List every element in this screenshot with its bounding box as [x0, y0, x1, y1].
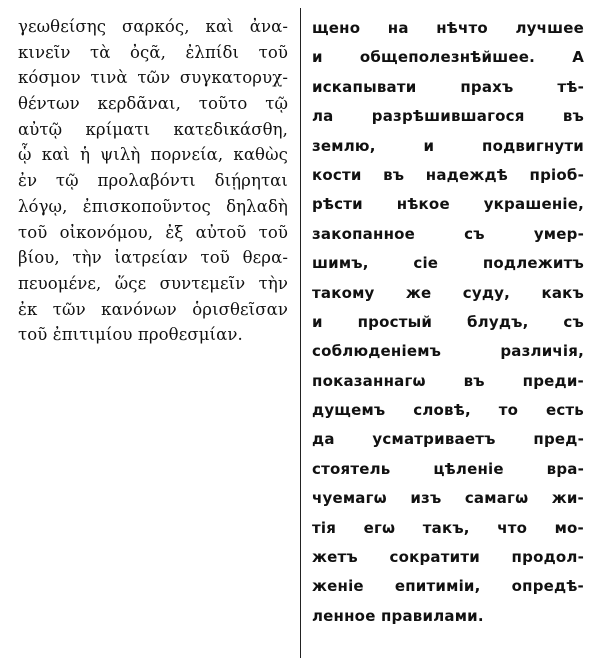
slavonic-line: дущемъ словѣ, то есть: [312, 401, 584, 420]
slavonic-line: искапывати прахъ тѣ-: [312, 77, 584, 96]
greek-line: πευομένε, ὥςε συντεμεῖν τὴν: [18, 273, 288, 293]
slavonic-line: жетъ сократити продол-: [312, 548, 584, 567]
slavonic-line: да усматриваетъ пред-: [312, 430, 584, 449]
greek-line: κόσμον τινὰ τῶν συγκατορυχ-: [18, 68, 288, 88]
slavonic-line: кости въ надеждѣ пріоб-: [312, 165, 584, 184]
slavonic-line: землю, и подвигнути: [312, 136, 584, 155]
greek-line: τοῦ οἰκονόμου, ἐξ αὐτοῦ τοῦ: [18, 222, 288, 242]
slavonic-line: чуемагω изъ самагω жи-: [312, 489, 584, 508]
slavonic-line: такому же суду, какъ: [312, 283, 584, 302]
greek-text-column: [18, 14, 288, 348]
slavonic-line: и общеполезнѣйшее. А: [312, 48, 584, 67]
slavonic-line: соблюденіемъ различія,: [312, 342, 584, 361]
slavonic-line: ла разрѣшившагося въ: [312, 107, 584, 126]
greek-line: τοῦ ἐπιτιμίου προθεσμίαν.: [18, 325, 243, 345]
church-slavonic-text-column: [312, 14, 584, 631]
greek-line: αὐτῷ κρίματι κατεδικάσθη,: [18, 119, 288, 139]
slavonic-line: тія егω такъ, что мо-: [312, 518, 584, 537]
slavonic-line: женіе епитиміи, опредѣ-: [312, 577, 584, 596]
slavonic-line: стоятель цѣленіе вра-: [312, 459, 584, 478]
slavonic-line: закопанное съ умер-: [312, 224, 584, 243]
slavonic-line: щено на нѣчто лучшее: [312, 19, 584, 37]
column-divider: [300, 8, 301, 658]
greek-line: κινεῖν τὰ ὀςᾶ, ἐλπίδι τοῦ: [18, 42, 288, 62]
greek-line: ἐν τῷ προλαβόντι διῄρηται: [18, 171, 288, 191]
slavonic-line: шимъ, сіе подлежитъ: [312, 254, 584, 273]
greek-line: θέντων κερδᾶναι, τοῦτο τῷ: [18, 94, 288, 114]
greek-line: γεωθείσης σαρκός, καὶ ἀνα-: [18, 17, 288, 36]
slavonic-line: рѣсти нѣкое украшеніе,: [312, 195, 584, 214]
greek-line: ἐκ τῶν κανόνων ὁρισθεῖσαν: [18, 299, 288, 319]
slavonic-line: показаннагω въ преди-: [312, 371, 584, 390]
greek-line: βίου, τὴν ἰατρείαν τοῦ θερα-: [18, 248, 288, 268]
greek-line: ᾧ καὶ ἡ ψιλὴ πορνεία, καθὼς: [18, 145, 288, 165]
greek-line: λόγῳ, ἐπισκοποῦντος δηλαδὴ: [18, 196, 288, 216]
slavonic-line: ленное правилами.: [312, 606, 484, 625]
slavonic-line: и простый блудъ, съ: [312, 312, 584, 331]
